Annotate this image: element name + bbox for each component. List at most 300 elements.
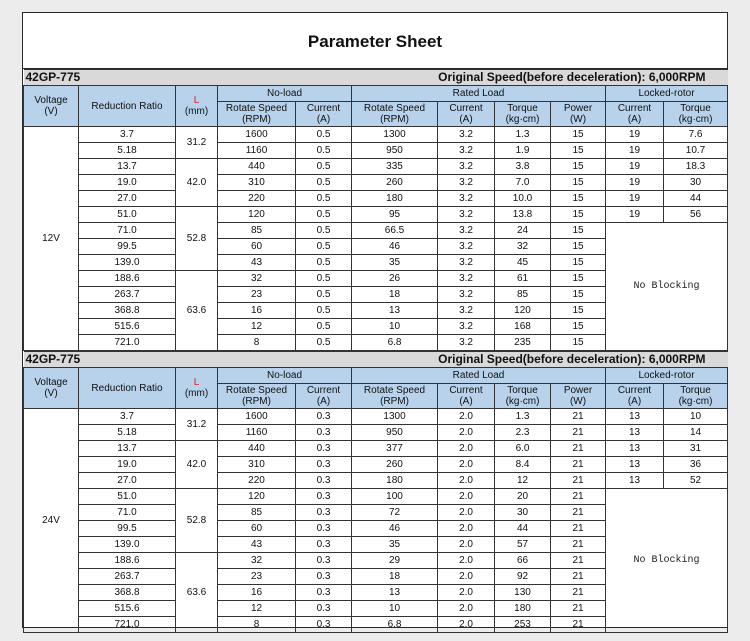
rl-power-cell: 21 [551,569,606,585]
reduction-ratio-cell: 263.7 [79,287,176,303]
reduction-ratio-cell: 188.6 [79,553,176,569]
reduction-ratio-cell: 515.6 [79,601,176,617]
voltage-header-unit: (V) [44,388,58,399]
rl-current-cell: 2.0 [438,521,495,537]
voltage-header-label: Voltage [34,377,68,388]
nl-speed-cell: 1600 [218,127,296,143]
rl-torque-header [495,384,551,409]
rl-speed-cell: 260 [352,175,438,191]
nl-current-cell: 0.3 [296,505,352,521]
nl-speed-cell: 12 [218,319,296,335]
rl-power-cell: 15 [551,271,606,287]
rl-torque-cell: 92 [495,569,551,585]
lr-current-header-label: Current [617,103,652,114]
rl-power-cell: 21 [551,457,606,473]
rl-torque-cell: 30 [495,505,551,521]
nl-current-cell: 0.3 [296,553,352,569]
nl-current-cell: 0.3 [296,569,352,585]
nl-speed-cell: 85 [218,505,296,521]
rl-current-cell: 2.0 [438,505,495,521]
rl-current-cell: 2.0 [438,569,495,585]
nl-speed-cell: 8 [218,335,296,351]
header-row [24,86,728,102]
reduction-ratio-header: Reduction Ratio [79,86,176,127]
rl-torque-header-unit: (kg·cm) [505,396,540,407]
rl-current-cell: 3.2 [438,335,495,351]
lr-torque-cell: 36 [664,457,728,473]
rl-current-cell: 2.0 [438,457,495,473]
no-blocking-note: No Blocking [606,489,728,633]
lr-torque-cell: 14 [664,425,728,441]
rl-speed-cell: 46 [352,239,438,255]
rl-torque-cell: 120 [495,303,551,319]
nl-speed-cell: 220 [218,191,296,207]
spec-table [23,69,728,351]
rl-torque-header-label: Torque [507,103,538,114]
model-name: 42GP-775 [24,70,176,86]
rl-current-header [438,102,495,127]
table-row [24,159,728,175]
nl-current-cell: 0.5 [296,223,352,239]
original-speed-note: Original Speed(before deceleration): 6,000RPM [176,352,728,368]
model-row [24,70,728,86]
rl-speed-cell: 6.8 [352,617,438,633]
rl-speed-cell: 13 [352,585,438,601]
nl-speed-cell: 43 [218,255,296,271]
reduction-ratio-cell: 13.7 [79,159,176,175]
rl-current-cell: 2.0 [438,617,495,633]
rl-power-cell: 15 [551,191,606,207]
rl-power-cell: 21 [551,553,606,569]
rl-speed-cell: 260 [352,457,438,473]
rl-current-cell: 2.0 [438,489,495,505]
reduction-ratio-cell: 19.0 [79,457,176,473]
nl-current-cell: 0.5 [296,207,352,223]
rl-torque-cell: 1.3 [495,409,551,425]
reduction-ratio-cell: 27.0 [79,473,176,489]
rl-power-cell: 21 [551,473,606,489]
rl-speed-cell: 18 [352,287,438,303]
rl-torque-cell: 1.3 [495,127,551,143]
reduction-ratio-cell: 368.8 [79,303,176,319]
rl-power-header [551,384,606,409]
rl-speed-cell: 46 [352,521,438,537]
reduction-ratio-cell: 263.7 [79,569,176,585]
nl-speed-cell: 440 [218,441,296,457]
spec-tables [23,69,727,633]
rl-current-cell: 2.0 [438,441,495,457]
nl-speed-cell: 16 [218,303,296,319]
reduction-ratio-cell: 71.0 [79,505,176,521]
rl-torque-header [495,102,551,127]
table-row [24,473,728,489]
rl-torque-cell: 8.4 [495,457,551,473]
rl-current-cell: 2.0 [438,601,495,617]
nl-current-cell: 0.5 [296,191,352,207]
rl-torque-cell: 168 [495,319,551,335]
table-row [24,207,728,223]
lr-current-header-label: Current [617,385,652,396]
rl-power-header-unit: (W) [569,396,587,407]
lr-current-cell: 13 [606,441,664,457]
rl-current-cell: 3.2 [438,191,495,207]
table-row [24,223,728,239]
nl-current-cell: 0.3 [296,457,352,473]
reduction-ratio-cell: 5.18 [79,143,176,159]
rl-current-cell: 3.2 [438,319,495,335]
nl-speed-cell: 220 [218,473,296,489]
rl-power-cell: 15 [551,335,606,351]
rl-power-cell: 21 [551,537,606,553]
lr-torque-cell: 10.7 [664,143,728,159]
nl-current-header [296,102,352,127]
rl-torque-cell: 44 [495,521,551,537]
reduction-ratio-cell: 19.0 [79,175,176,191]
rl-speed-cell: 100 [352,489,438,505]
voltage-cell: 24V [24,409,79,633]
lr-torque-cell: 30 [664,175,728,191]
rl-torque-cell: 13.8 [495,207,551,223]
lr-current-cell: 19 [606,207,664,223]
nl-speed-header-unit: (RPM) [242,396,271,407]
lr-current-cell: 19 [606,127,664,143]
length-header [176,86,218,127]
rl-current-cell: 3.2 [438,143,495,159]
lr-torque-cell: 7.6 [664,127,728,143]
original-speed-note: Original Speed(before deceleration): 6,000RPM [176,70,728,86]
rl-power-cell: 15 [551,303,606,319]
rl-speed-header-label: Rotate Speed [363,103,426,114]
nl-speed-cell: 310 [218,457,296,473]
lr-torque-header-unit: (kg·cm) [678,114,713,125]
length-cell: 63.6 [176,553,218,633]
nl-current-cell: 0.5 [296,303,352,319]
rl-current-cell: 3.2 [438,255,495,271]
rl-torque-cell: 12 [495,473,551,489]
rl-power-cell: 21 [551,617,606,633]
rl-speed-cell: 950 [352,143,438,159]
rl-speed-cell: 13 [352,303,438,319]
nl-current-cell: 0.3 [296,617,352,633]
lr-torque-cell: 52 [664,473,728,489]
length-label: L [193,95,200,106]
rl-current-cell: 2.0 [438,537,495,553]
rl-power-cell: 21 [551,505,606,521]
rated-load-header: Rated Load [352,368,606,384]
voltage-header-unit: (V) [44,106,58,117]
nl-speed-cell: 23 [218,287,296,303]
rl-current-cell: 2.0 [438,409,495,425]
rl-current-cell: 3.2 [438,239,495,255]
rl-torque-cell: 61 [495,271,551,287]
nl-current-cell: 0.5 [296,239,352,255]
lr-current-cell: 13 [606,425,664,441]
nl-current-cell: 0.5 [296,127,352,143]
parameter-sheet [22,12,728,628]
length-cell: 52.8 [176,207,218,271]
nl-speed-header [218,384,296,409]
nl-speed-cell: 85 [218,223,296,239]
table-row [24,425,728,441]
nl-current-cell: 0.3 [296,521,352,537]
rl-current-cell: 3.2 [438,271,495,287]
nl-current-cell: 0.5 [296,175,352,191]
nl-current-cell: 0.5 [296,143,352,159]
lr-current-cell: 19 [606,159,664,175]
table-row [24,127,728,143]
rl-torque-cell: 24 [495,223,551,239]
nl-current-cell: 0.5 [296,287,352,303]
reduction-ratio-cell: 5.18 [79,425,176,441]
lr-torque-cell: 44 [664,191,728,207]
rl-torque-header-unit: (kg·cm) [505,114,540,125]
lr-torque-cell: 31 [664,441,728,457]
rl-current-header-unit: (A) [459,396,473,407]
nl-speed-cell: 43 [218,537,296,553]
lr-current-header [606,384,664,409]
rl-power-cell: 21 [551,601,606,617]
nl-speed-cell: 32 [218,271,296,287]
table-row [24,441,728,457]
nl-speed-header [218,102,296,127]
lr-torque-header-unit: (kg·cm) [678,396,713,407]
length-cell: 42.0 [176,159,218,207]
lr-current-cell: 13 [606,409,664,425]
rl-torque-header-label: Torque [507,385,538,396]
nl-current-cell: 0.3 [296,409,352,425]
rl-power-cell: 15 [551,223,606,239]
length-cell: 31.2 [176,409,218,441]
rl-power-cell: 21 [551,521,606,537]
rl-torque-cell: 85 [495,287,551,303]
rl-torque-cell: 235 [495,335,551,351]
rl-speed-header-label: Rotate Speed [363,385,426,396]
rl-current-header-label: Current [449,103,483,114]
lr-current-header [606,102,664,127]
reduction-ratio-cell: 515.6 [79,319,176,335]
rl-current-cell: 3.2 [438,127,495,143]
rl-speed-header [352,384,438,409]
locked-rotor-header: Locked-rotor [606,86,728,102]
rl-torque-cell: 7.0 [495,175,551,191]
rl-speed-cell: 6.8 [352,335,438,351]
rl-speed-header-unit: (RPM) [380,114,409,125]
rl-current-cell: 3.2 [438,287,495,303]
rl-torque-cell: 253 [495,617,551,633]
voltage-cell: 12V [24,127,79,351]
table-row [24,489,728,505]
rl-power-cell: 15 [551,159,606,175]
rl-torque-cell: 3.8 [495,159,551,175]
rl-speed-cell: 10 [352,601,438,617]
rl-speed-cell: 1300 [352,409,438,425]
nl-speed-header-label: Rotate Speed [225,385,288,396]
rl-power-cell: 21 [551,409,606,425]
reduction-ratio-cell: 188.6 [79,271,176,287]
rl-speed-cell: 35 [352,255,438,271]
no-blocking-note: No Blocking [606,223,728,351]
rl-power-cell: 21 [551,585,606,601]
rl-speed-cell: 10 [352,319,438,335]
length-unit: (mm) [184,106,209,117]
reduction-ratio-header: Reduction Ratio [79,368,176,409]
rl-current-header-label: Current [449,385,483,396]
rl-torque-cell: 66 [495,553,551,569]
nl-current-cell: 0.5 [296,255,352,271]
rl-speed-cell: 95 [352,207,438,223]
nl-speed-cell: 23 [218,569,296,585]
rl-torque-cell: 20 [495,489,551,505]
rl-speed-cell: 377 [352,441,438,457]
reduction-ratio-cell: 721.0 [79,335,176,351]
rl-power-cell: 21 [551,489,606,505]
voltage-header [24,368,79,409]
length-header [176,368,218,409]
nl-current-cell: 0.5 [296,319,352,335]
rl-power-cell: 15 [551,255,606,271]
rl-torque-cell: 2.3 [495,425,551,441]
rl-torque-cell: 1.9 [495,143,551,159]
reduction-ratio-cell: 721.0 [79,617,176,633]
table-row [24,191,728,207]
nl-current-header-unit: (A) [316,114,331,125]
rl-power-cell: 15 [551,319,606,335]
nl-current-header [296,384,352,409]
rl-current-header-unit: (A) [459,114,473,125]
length-label: L [193,377,200,388]
rl-speed-cell: 26 [352,271,438,287]
rl-current-cell: 3.2 [438,175,495,191]
reduction-ratio-cell: 3.7 [79,409,176,425]
nl-speed-cell: 120 [218,489,296,505]
nl-speed-cell: 12 [218,601,296,617]
rl-current-cell: 2.0 [438,473,495,489]
rl-current-cell: 3.2 [438,207,495,223]
lr-torque-header [664,102,728,127]
reduction-ratio-cell: 139.0 [79,255,176,271]
rl-speed-header [352,102,438,127]
nl-speed-cell: 32 [218,553,296,569]
rl-speed-cell: 18 [352,569,438,585]
rl-power-header [551,102,606,127]
lr-current-header-unit: (A) [627,396,642,407]
lr-current-cell: 19 [606,191,664,207]
no-load-header: No-load [218,368,352,384]
lr-current-cell: 13 [606,457,664,473]
reduction-ratio-cell: 139.0 [79,537,176,553]
rl-current-cell: 3.2 [438,223,495,239]
lr-current-cell: 19 [606,175,664,191]
rl-torque-cell: 32 [495,239,551,255]
rl-power-header-label: Power [563,103,593,114]
rl-current-cell: 3.2 [438,159,495,175]
nl-speed-cell: 16 [218,585,296,601]
table-row [24,457,728,473]
nl-speed-cell: 1600 [218,409,296,425]
rl-torque-cell: 180 [495,601,551,617]
rl-current-cell: 3.2 [438,303,495,319]
rl-torque-cell: 6.0 [495,441,551,457]
nl-speed-cell: 440 [218,159,296,175]
reduction-ratio-cell: 368.8 [79,585,176,601]
nl-speed-header-unit: (RPM) [242,114,271,125]
rl-speed-header-unit: (RPM) [380,396,409,407]
rl-power-header-unit: (W) [569,114,587,125]
rl-torque-cell: 130 [495,585,551,601]
lr-current-header-unit: (A) [627,114,642,125]
rl-speed-cell: 180 [352,191,438,207]
rl-current-cell: 2.0 [438,553,495,569]
rl-power-cell: 15 [551,207,606,223]
rl-torque-cell: 10.0 [495,191,551,207]
rl-speed-cell: 950 [352,425,438,441]
nl-current-header-label: Current [306,103,341,114]
nl-current-cell: 0.3 [296,441,352,457]
lr-torque-cell: 10 [664,409,728,425]
nl-current-cell: 0.3 [296,585,352,601]
nl-current-cell: 0.3 [296,537,352,553]
rl-speed-cell: 29 [352,553,438,569]
nl-current-cell: 0.3 [296,601,352,617]
lr-torque-cell: 56 [664,207,728,223]
reduction-ratio-cell: 13.7 [79,441,176,457]
voltage-header-label: Voltage [34,95,68,106]
page-title: Parameter Sheet [23,13,727,69]
reduction-ratio-cell: 99.5 [79,521,176,537]
rl-torque-cell: 57 [495,537,551,553]
table-row [24,175,728,191]
rl-current-header [438,384,495,409]
nl-speed-cell: 60 [218,521,296,537]
lr-torque-header-label: Torque [680,103,711,114]
model-row [24,352,728,368]
length-unit: (mm) [184,388,209,399]
lr-current-cell: 13 [606,473,664,489]
reduction-ratio-cell: 51.0 [79,489,176,505]
rl-power-header-label: Power [563,385,593,396]
rl-current-cell: 2.0 [438,585,495,601]
reduction-ratio-cell: 71.0 [79,223,176,239]
voltage-header [24,86,79,127]
rl-speed-cell: 66.5 [352,223,438,239]
length-cell: 52.8 [176,489,218,553]
rl-power-cell: 21 [551,425,606,441]
rl-power-cell: 15 [551,143,606,159]
rl-speed-cell: 72 [352,505,438,521]
table-row [24,143,728,159]
no-load-header: No-load [218,86,352,102]
locked-rotor-header: Locked-rotor [606,368,728,384]
lr-torque-header [664,384,728,409]
lr-torque-header-label: Torque [680,385,711,396]
rl-power-cell: 15 [551,287,606,303]
length-cell: 63.6 [176,271,218,351]
rl-torque-cell: 45 [495,255,551,271]
nl-speed-cell: 310 [218,175,296,191]
reduction-ratio-cell: 99.5 [79,239,176,255]
nl-speed-cell: 8 [218,617,296,633]
nl-current-cell: 0.3 [296,425,352,441]
nl-speed-cell: 60 [218,239,296,255]
rl-speed-cell: 335 [352,159,438,175]
spec-table [23,351,728,633]
model-name: 42GP-775 [24,352,176,368]
rl-current-cell: 2.0 [438,425,495,441]
reduction-ratio-cell: 27.0 [79,191,176,207]
nl-current-header-unit: (A) [316,396,331,407]
rl-speed-cell: 1300 [352,127,438,143]
header-row [24,368,728,384]
